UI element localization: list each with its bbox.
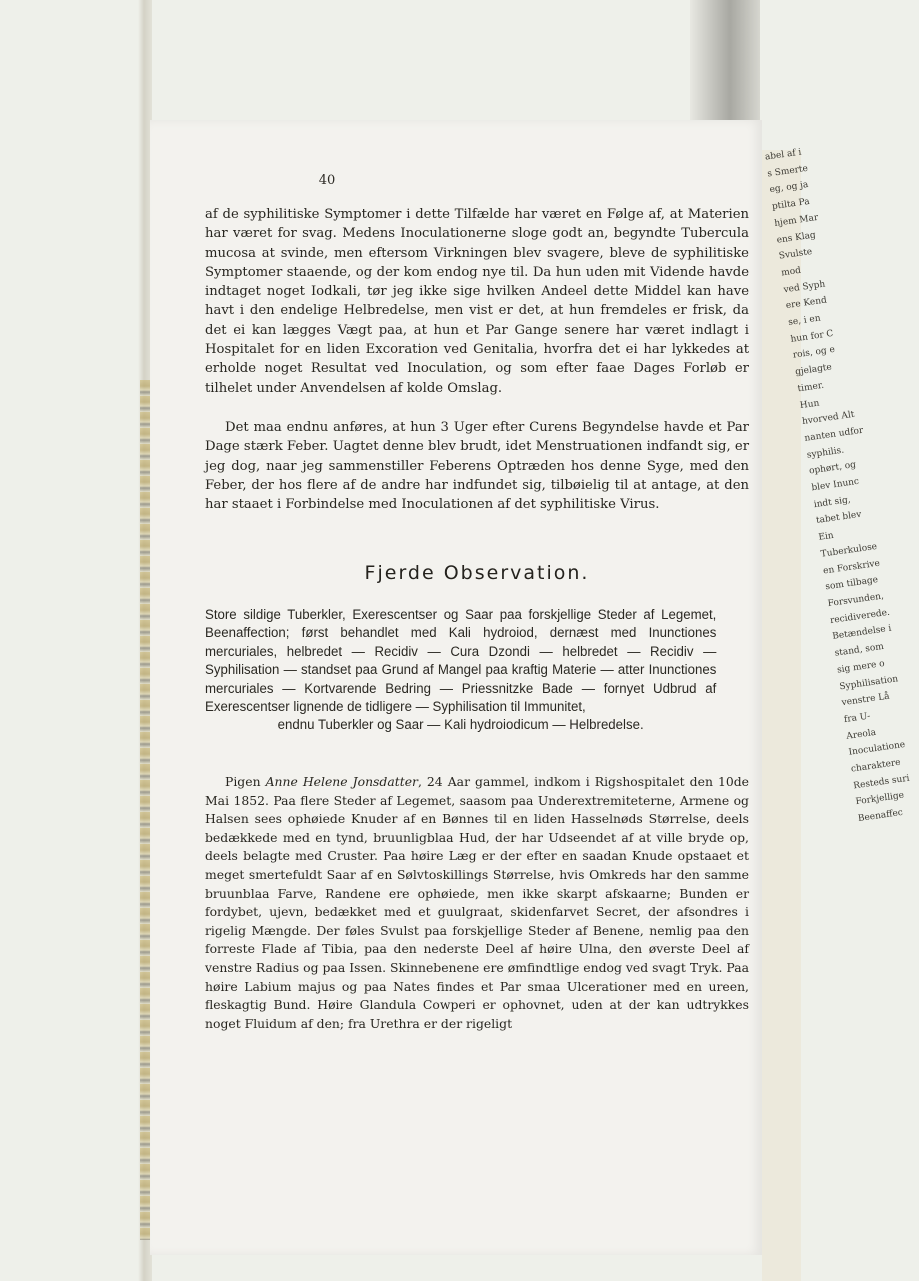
facing-page-line: blev Inunc (810, 476, 860, 494)
page-number: 40 (318, 173, 336, 188)
case-summary-end: endnu Tuberkler og Saar — Kali hydroiodicum — Helbredelse. (277, 716, 644, 733)
facing-page-line: hun for C (789, 328, 835, 345)
facing-page-line: mod (780, 265, 802, 279)
facing-page-edge (762, 147, 911, 1281)
paragraph-3 (205, 773, 749, 1033)
book-spine (0, 0, 152, 1281)
facing-page-line: indt sig, (813, 494, 852, 510)
page-gutter-shadow (690, 0, 760, 120)
facing-page-line: som tilbage (824, 575, 879, 593)
facing-page-line: syphilis. (806, 445, 845, 461)
facing-page-line: Ein (817, 531, 835, 544)
facing-page-line: ved Syph (782, 279, 826, 295)
facing-page-line: Betændelse i (831, 624, 893, 643)
facing-page-line: charaktere (850, 757, 902, 775)
facing-page-line: ophørt, og (808, 460, 857, 477)
facing-page-line: Areola (845, 727, 877, 742)
facing-page-line: Syphilisation (838, 673, 899, 692)
facing-page-line: stand, som (834, 642, 885, 659)
facing-page-line: tabet blev (815, 510, 863, 527)
paragraph-3-body: , 24 Aar gammel, indkom i Rigshospitalet den 10de Mai 1852. Paa flere Steder af Legemet, saasom paa Underextremiteterne, Armene og Halsen sees ophøiede Knuder af en Bønnes til en liden Hasselnøds Størrelse, deels bedækkede med en tynd, bruunligblaa Hud, der har Udseendet af at ville bryde op, deels belagte med Cruster. Paa høire Læg er der efter en saadan Knude opstaaet et meget smertefuldt Saar af en Sølvtoskillings Størrelse, hvis Omkreds har den samme bruunblaa Farve, Randene ere ophøiede, men ikke skarpt afskaarne; Bunden er fordybet, ujevn, bedækket med et guulgraat, skidenfarvet Secret, der afsondres i rigelig Mængde. Der føles Svulst paa forskjellige Steder af Benene, nemlig paa den forreste Flade af Tibia, paa den nederste Deel af høire Ulna, den øverste Deel af venstre Radius og paa Issen. Skinnebenene ere ømfindtlige endog ved svagt Tryk. Paa høire Labium majus og paa Nates findes et Par smaa Ulcerationer med en ureen, fleskagtig Bund. Høire Glandula Cowperi er ophovnet, uden at der kan udtrykkes noget Fluidum af den; fra Urethra er der rigeligt (205, 774, 749, 1031)
facing-page-line: Resteds suri (852, 773, 911, 792)
facing-page-text (762, 145, 911, 829)
facing-page-line: hjem Mar (773, 212, 819, 229)
facing-page-line: Forsvunden, (827, 591, 885, 610)
facing-page-line: hvorved Alt (801, 410, 856, 428)
paragraph-3-intro: Pigen (225, 774, 266, 789)
facing-page-line: rois, og e (792, 345, 836, 362)
section-heading: Fjerde Observation. (364, 562, 590, 584)
facing-page-line: eg, og ja (769, 180, 810, 196)
facing-page-line: nanten udfor (803, 425, 864, 444)
patient-name: Anne Helene Jonsdatter (265, 774, 418, 789)
facing-page-line: en Forskrive (822, 558, 881, 577)
facing-page-line: ens Klag (776, 229, 817, 246)
facing-page-line: Beenaffec (857, 808, 904, 825)
facing-page-line: abel af i (764, 147, 803, 163)
facing-page-line: Forkjellige (855, 790, 905, 808)
case-summary (205, 605, 716, 734)
facing-page-line: gjelagte (794, 362, 833, 378)
facing-page-line: sig mere o (836, 658, 886, 676)
case-summary-main: Store sildige Tuberkler, Exerescentser og Saar paa forskjellige Steder af Legemet, Beenaffection; først behandlet med Kali hydroiod, dernæst med Inunctiones mercuriales, helbredet — Recidiv — Cura Dzondi — helbredet — Recidiv — Syphilisation — standset paa Grund af Mangel paa kraftig Materie — atter Inunctiones mercuriales — Kortvarende Bedring — Priessnitzke Bade — fornyet Udbrud af Exerescentser lignende de tidligere — Syphilisation til Immunitet, (205, 606, 717, 715)
facing-page-line: ptilta Pa (771, 197, 811, 213)
facing-page-line: fra U- (843, 711, 871, 725)
facing-page-line: Hun (799, 398, 820, 411)
facing-page-line: s Smerte (766, 163, 809, 180)
facing-page-line: Tuberkulose (820, 541, 878, 560)
paragraph-2: Det maa endnu anføres, at hun 3 Uger efter Curens Begyndelse havde et Par Dage stærk Feber. Uagtet denne blev brudt, idet Menstruationen indfandt sig, er jeg dog, naar jeg sammenstiller Feberens Optræden hos denne Syge, med den Feber, der hos flere af de andre har indfundet sig, tilbøielig til at antage, at den har staaet i Forbindelse med Inoculationen af det syphilitiske Virus. (205, 420, 749, 513)
facing-page-line: Svulste (778, 247, 813, 262)
facing-page-line: se, i en (787, 313, 822, 329)
facing-page-line: ere Kend (785, 295, 828, 312)
facing-page-line: venstre Lå (841, 691, 891, 709)
facing-page-line: Inoculatione (848, 740, 906, 759)
facing-page-line: recidiverede. (829, 607, 891, 626)
paragraph-1: af de syphilitiske Symptomer i dette Tilfælde har været en Følge af, at Materien har været for svag. Medens Inoculationerne sloge godt an, begyndte Tubercula mucosa at svinde, men eftersom Virkningen blev svagere, bleve de syphilitiske Symptomer staaende, og der kom endog nye til. Da hun uden mit Vidende havde indtaget noget Iodkali, tør jeg ikke sige hvilken Andeel dette Middel kan have havt i den endelige Helbredelse, men vist er det, at hun fremdeles er frisk, da det ei kan lægges Vægt paa, at hun et Par Gange senere har været indlagt i Hospitalet for en liden Excoration ved Genitalia, hvorfra det ei har lykkedes at erholde noget Resultat ved Inoculation, og som efter faae Dages Forløb er tilhelet under Anvendelsen af kolde Omslag. (205, 207, 749, 396)
facing-page-line: timer. (796, 380, 825, 395)
